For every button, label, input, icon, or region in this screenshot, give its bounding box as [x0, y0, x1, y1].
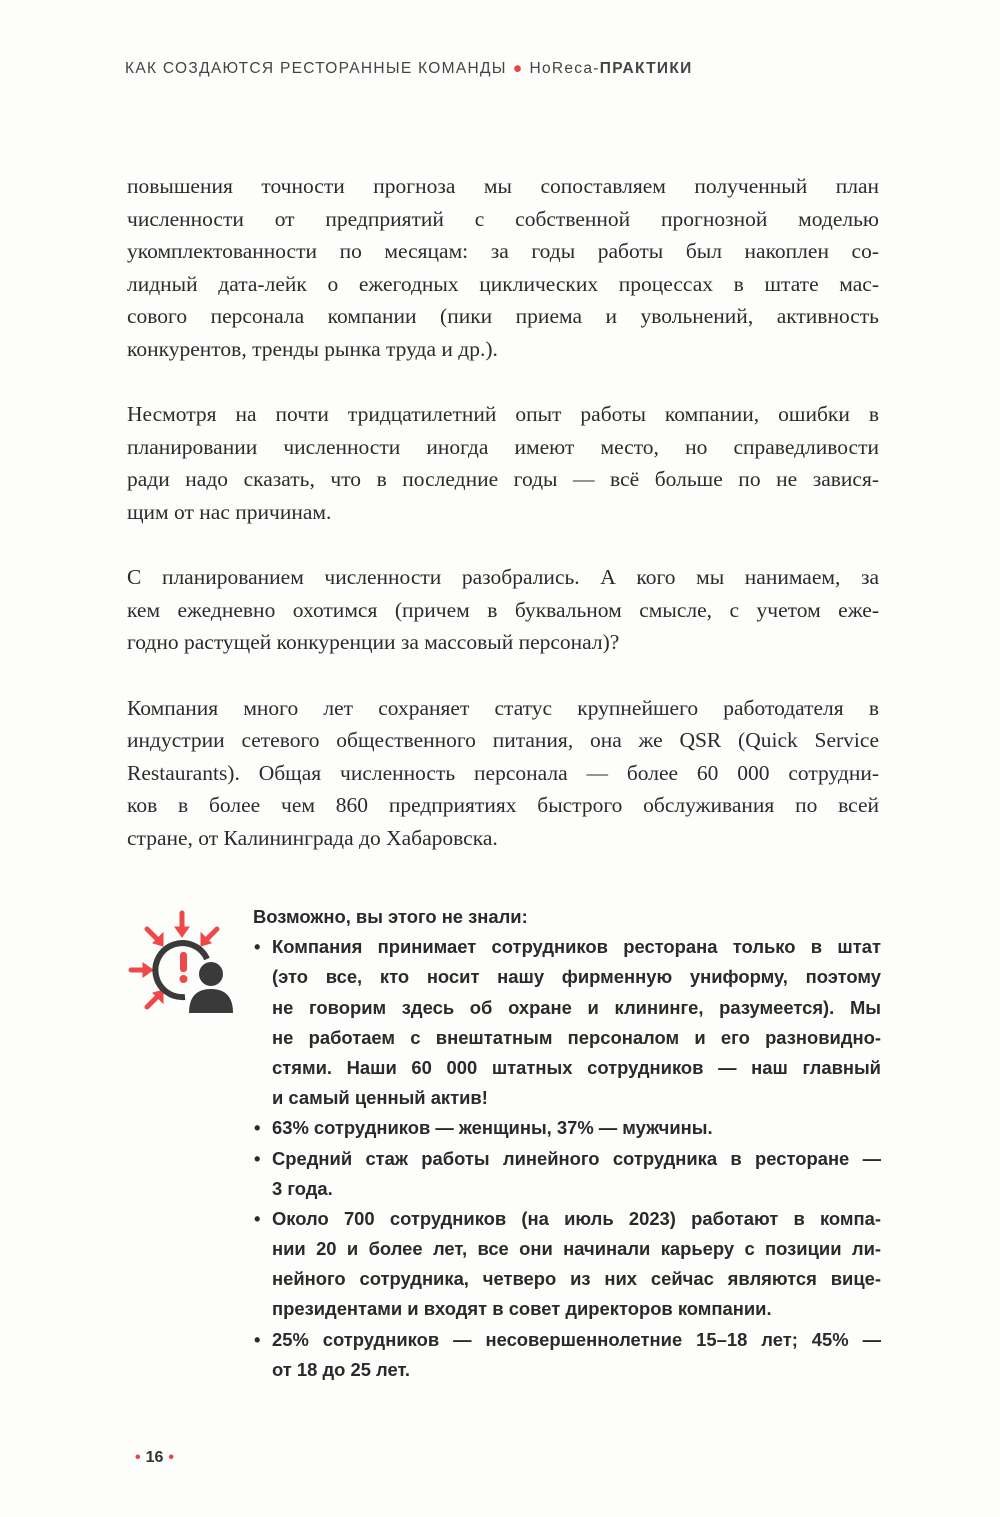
text-line: Компания много лет сохраняет статус крупнейшего работодателя в — [127, 695, 879, 720]
bullet-line: 3 года. — [272, 1177, 333, 1199]
page-number — [130, 1449, 179, 1467]
bullet-line: стями. Наши 60 000 штатных сотрудников — наш главный — [272, 1056, 881, 1078]
text-line: ков в более чем 860 предприятиях быстрого обслуживания по всей — [127, 793, 879, 818]
text-line: планировании численности иногда имеют место, но справедливости — [127, 434, 879, 459]
bullet-item — [253, 1204, 881, 1325]
callout-text — [253, 902, 881, 1385]
text-line: С планированием численности разобрались. А кого мы нанимаем, за — [127, 565, 879, 590]
bullet-line: нии 20 и более лет, все они начинали карьеру с позиции ли- — [272, 1238, 881, 1260]
bullet-line: • Около 700 сотрудников (на июль 2023) работают в компа- — [272, 1207, 881, 1229]
brand-light: HoReca- — [529, 60, 600, 77]
bullet-line: и самый ценный актив! — [272, 1087, 488, 1109]
text-line: сового персонала компании (пики приема и увольнений, активность — [127, 304, 879, 329]
header-title: КАК СОЗДАЮТСЯ РЕСТОРАННЫЕ КОМАНДЫ — [125, 60, 507, 77]
bullet-line: • Компания принимает сотрудников ресторана только в штат — [272, 936, 881, 958]
text-line: конкурентов, тренды рынка труда и др.). — [127, 336, 498, 361]
bullet-item — [253, 1113, 881, 1143]
paragraph — [127, 398, 879, 528]
text-line: численности от предприятий с собственной прогнозной моделью — [127, 206, 879, 231]
brand-bold: ПРАКТИКИ — [599, 60, 693, 77]
page-number-value: 16 — [145, 1449, 164, 1466]
header-dot: ● — [512, 60, 524, 77]
alert-person-icon — [125, 907, 240, 1017]
bullet-line: от 18 до 25 лет. — [272, 1358, 410, 1380]
text-line: повышения точности прогноза мы сопоставляем полученный план — [127, 174, 879, 198]
bullet-item — [253, 932, 881, 1113]
text-line: щим от нас причинам. — [127, 499, 332, 524]
text-line: Несмотря на почти тридцатилетний опыт работы компании, ошибки в — [127, 402, 879, 427]
bullet-line: нейного сотрудника, четверо из них сейчас являются вице- — [272, 1268, 881, 1290]
text-line: годно растущей конкуренции за массовый персонал)? — [127, 630, 620, 655]
paragraph — [127, 692, 879, 855]
text-line: стране, от Калининграда до Хабаровска. — [127, 825, 498, 850]
body-text — [127, 170, 879, 887]
bullet-line: президентами и входят в совет директоров компании. — [272, 1298, 772, 1320]
running-header — [125, 60, 693, 78]
paragraph — [127, 561, 879, 659]
text-line: укомплектованности по месяцам: за годы работы был накоплен со- — [127, 239, 879, 264]
text-line: индустрии сетевого общественного питания, она же QSR (Quick Service — [127, 728, 879, 753]
text-line: кем ежедневно охотимся (причем в буквальном смысле, с учетом еже- — [127, 597, 879, 622]
text-line: ради надо сказать, что в последние годы — всё больше по не завися- — [127, 467, 879, 492]
bullet-item — [253, 1325, 881, 1385]
callout-title: Возможно, вы этого не знали: — [253, 906, 528, 927]
page-dot-left: • — [135, 1449, 141, 1466]
paragraph — [127, 170, 879, 366]
text-line: лидный дата-лейк о ежегодных циклических процессах в штате мас- — [127, 271, 879, 296]
bullet-line: не работаем с внештатным персоналом и его разновидно- — [272, 1026, 881, 1048]
header-brand — [529, 60, 692, 77]
bullet-line: не говорим здесь об охране и клининге, разумеется). Мы — [272, 996, 881, 1018]
bullet-item — [253, 1144, 881, 1204]
bullet-line: • 25% сотрудников — несовершеннолетние 15–18 лет; 45% — — [272, 1328, 881, 1350]
bullet-line: • 63% сотрудников — женщины, 37% — мужчины. — [272, 1117, 713, 1139]
bullet-line: • Средний стаж работы линейного сотрудника в ресторане — — [272, 1147, 881, 1169]
page-dot-right: • — [168, 1449, 175, 1466]
bullet-line: (это все, кто носит нашу фирменную униформу, поэтому — [272, 966, 881, 988]
text-line: Restaurants). Общая численность персонала — более 60 000 сотрудни- — [127, 760, 879, 785]
